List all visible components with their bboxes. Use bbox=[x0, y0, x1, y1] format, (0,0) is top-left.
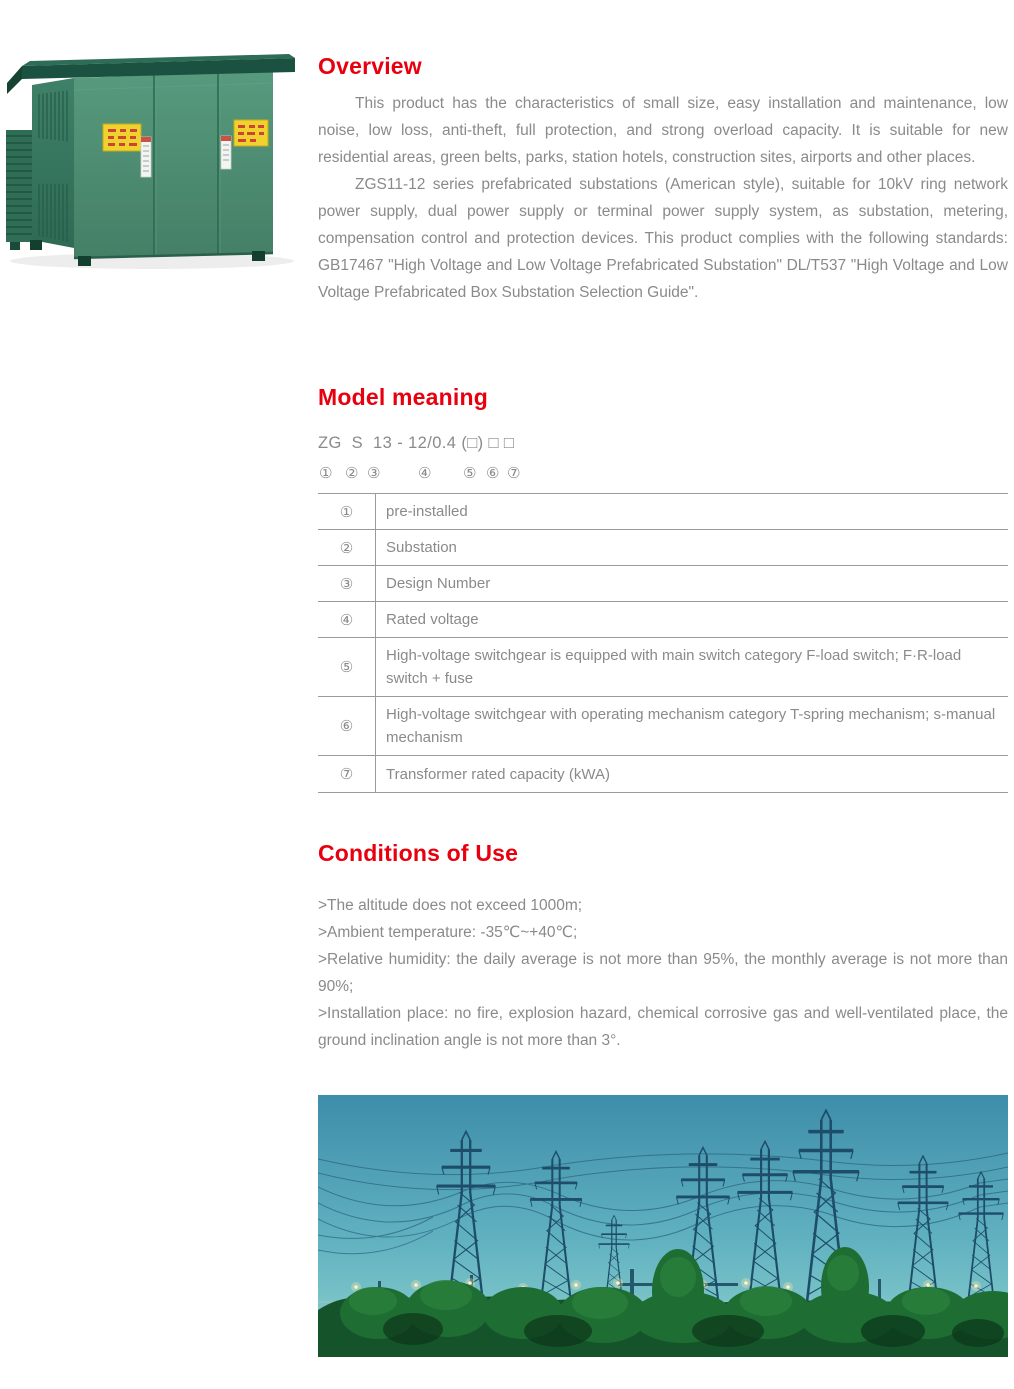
condition-item: >Installation place: no fire, explosion hazard, chemical corrosive gas and well-ventilated place, the ground inclination angle is not more than 3°. bbox=[318, 1005, 1008, 1049]
digit-3: ③ bbox=[367, 464, 381, 482]
overview-text bbox=[318, 90, 1008, 306]
substation-illustration bbox=[2, 42, 302, 272]
substation-side-face bbox=[32, 78, 74, 248]
digit-4: ④ bbox=[418, 464, 432, 482]
overview-heading: Overview bbox=[318, 53, 422, 79]
overview-paragraph-2: ZGS11-12 series prefabricated substations (American style), suitable for 10kV ring network power supply, dual power supply or terminal power supply system, as substation, metering, compensation control and protection devices. This product complies with the following standards: GB17467 "High Voltage and Low Voltage Prefabricated Substation" DL/T537 "High Voltage and Low Voltage Prefabricated Box Substation Selection Guide". bbox=[318, 176, 1008, 301]
model-meaning-table bbox=[318, 493, 1008, 793]
row-number: ③ bbox=[318, 566, 376, 602]
row-description: High-voltage switchgear is equipped with main switch category F-load switch; F·R-load switch + fuse bbox=[376, 638, 1009, 697]
row-description: Rated voltage bbox=[376, 602, 1009, 638]
row-number: ① bbox=[318, 494, 376, 530]
row-description: Design Number bbox=[376, 566, 1009, 602]
warning-label-left bbox=[103, 124, 141, 151]
door-label-left bbox=[141, 137, 151, 177]
model-code: ZG S 13 - 12/0.4 (□) □ □ bbox=[318, 434, 515, 452]
conditions-list bbox=[318, 892, 1008, 1054]
condition-item: >The altitude does not exceed 1000m; bbox=[318, 897, 583, 914]
conditions-heading: Conditions of Use bbox=[318, 840, 519, 866]
row-number: ⑥ bbox=[318, 697, 376, 756]
table-row bbox=[318, 530, 1008, 566]
table-row bbox=[318, 697, 1008, 756]
towers-illustration bbox=[318, 1095, 1008, 1357]
model-meaning-heading: Model meaning bbox=[318, 384, 489, 410]
condition-item: >Relative humidity: the daily average is not more than 95%, the monthly average is not more than 90%; bbox=[318, 951, 1008, 995]
digit-6: ⑥ bbox=[486, 464, 500, 482]
table-row bbox=[318, 602, 1008, 638]
row-number: ② bbox=[318, 530, 376, 566]
row-number: ⑦ bbox=[318, 756, 376, 793]
product-substation-image bbox=[2, 42, 302, 272]
overview-paragraph-1: This product has the characteristics of small size, easy installation and maintenance, low noise, low loss, anti-theft, full protection, and strong overload capacity. It is suitable for new residential areas, green belts, parks, station hotels, construction sites, airports and other places. bbox=[318, 95, 1008, 166]
row-description: Substation bbox=[376, 530, 1009, 566]
substation-front-face bbox=[74, 71, 273, 258]
row-description: Transformer rated capacity (kWA) bbox=[376, 756, 1009, 793]
door-label-right bbox=[221, 136, 231, 169]
table-row bbox=[318, 638, 1008, 697]
table-row bbox=[318, 756, 1008, 793]
transmission-towers-photo bbox=[318, 1095, 1008, 1357]
row-number: ④ bbox=[318, 602, 376, 638]
row-description: High-voltage switchgear with operating mechanism category T-spring mechanism; s-manual mechanism bbox=[376, 697, 1009, 756]
digit-1: ① bbox=[319, 464, 333, 482]
condition-item: >Ambient temperature: -35℃~+40℃; bbox=[318, 924, 578, 941]
row-description: pre-installed bbox=[376, 494, 1009, 530]
table-row bbox=[318, 566, 1008, 602]
digit-2: ② bbox=[345, 464, 359, 482]
model-digit-row bbox=[318, 464, 558, 486]
warning-label-right bbox=[234, 120, 268, 146]
row-number: ⑤ bbox=[318, 638, 376, 697]
table-row bbox=[318, 494, 1008, 530]
digit-5: ⑤ bbox=[463, 464, 477, 482]
digit-7: ⑦ bbox=[507, 464, 521, 482]
